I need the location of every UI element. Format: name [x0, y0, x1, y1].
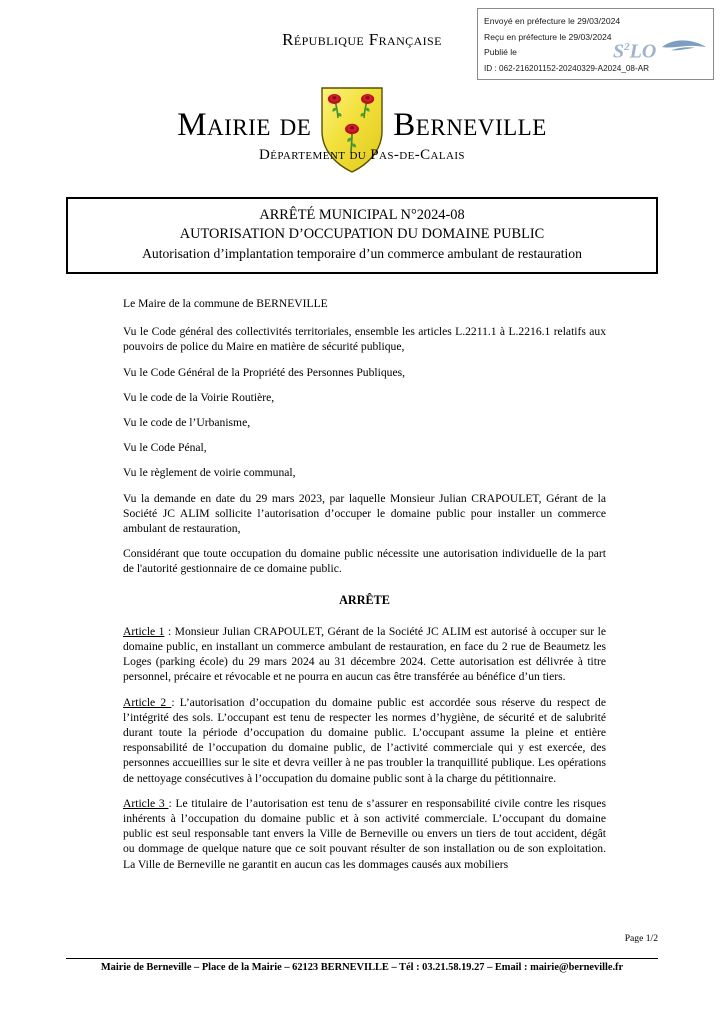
decree-description-line: Autorisation d’implantation temporaire d’un commerce ambulant de restauration	[142, 246, 582, 261]
considerant-paragraph: Considérant que toute occupation du domaine public nécessite une autorisation individuelle de la part de l'autorité gestionnaire de ce domaine public.	[123, 547, 606, 576]
article-paragraph-1	[123, 624, 606, 685]
vu-clause: Vu le Code Pénal,	[123, 441, 207, 455]
vu-clause: Vu le Code Général de la Propriété des Personnes Publiques,	[123, 365, 405, 379]
mairie-prefix-text: Mairie de	[177, 106, 312, 143]
article-paragraph-2	[123, 695, 606, 786]
decree-number-line: ARRÊTÉ MUNICIPAL N°2024-08	[259, 207, 465, 223]
footer-divider	[66, 958, 658, 959]
commune-name-text: Berneville	[393, 106, 547, 143]
stamp-id-line: ID : 062-216201152-20240329-A2024_08-AR	[484, 63, 650, 73]
article-separator-3: :	[168, 796, 176, 810]
article-separator-2: :	[171, 695, 180, 709]
vu-clause: Vu le Code général des collectivités territoriales, ensemble les articles L.2211.1 à L.2216.1 relatifs aux pouvoirs de police du Maire en matière de sécurité publique,	[123, 325, 606, 354]
vu-clause: Vu le code de l’Urbanisme,	[123, 416, 251, 430]
mayor-intro-paragraph: Le Maire de la commune de BERNEVILLE	[123, 297, 328, 310]
republic-heading-text: République Française	[282, 30, 442, 49]
stamp-received-line: Reçu en préfecture le 29/03/2024	[484, 31, 612, 42]
stamp-sent-line: Envoyé en préfecture le 29/03/2024	[484, 16, 621, 26]
article-label-3: Article 3	[123, 796, 169, 810]
s2lo-logo-superscript: 2	[624, 41, 630, 53]
article-label-1: Article 1	[123, 624, 165, 638]
footer-contact-line: Mairie de Berneville – Place de la Mairie – 62123 BERNEVILLE – Tél : 03.21.58.19.27 – Email : mairie@berneville.fr	[100, 962, 624, 973]
department-heading	[0, 146, 724, 164]
article-separator-1: :	[164, 624, 175, 638]
department-heading-text: Département du Pas-de-Calais	[259, 147, 465, 163]
vu-clause: Vu la demande en date du 29 mars 2023, par laquelle Monsieur Julian CRAPOULET, Gérant de la Société JC ALIM sollicite l’autorisation d’occuper le domaine public pour installer un commerce ambulant de restauration,	[123, 491, 606, 536]
s2lo-logo-lo: LO	[629, 40, 657, 63]
vu-clause: Vu le règlement de voirie communal,	[123, 466, 296, 480]
stamp-published-line: Publié le	[484, 47, 517, 57]
decree-title-box	[66, 197, 658, 274]
article-text-1: Monsieur Julian CRAPOULET, Gérant de la Société JC ALIM est autorisé à occuper sur le domaine public, en installant un commerce ambulant de restauration, en face du 2 rue de Beaumetz les Loges (parking école) du 29 mars 2024 au 31 décembre 2024. Cette autorisation est délivrée à titre personnel, précaire et révocable et ne pourra en aucun cas être transférée au bénéfice d’un tiers.	[123, 624, 606, 684]
decree-subject-line: AUTORISATION D’OCCUPATION DU DOMAINE PUBLIC	[179, 226, 545, 242]
vu-clause: Vu le code de la Voirie Routière,	[123, 390, 275, 404]
arrete-heading: ARRÊTE	[339, 592, 390, 607]
s2lo-logo-s: S	[613, 40, 625, 63]
page-number: Page 1/2	[624, 933, 658, 944]
republic-heading	[0, 30, 724, 50]
article-paragraph-3	[123, 796, 606, 872]
article-text-3: Le titulaire de l’autorisation est tenu de s’assurer en responsabilité civile contre les risques inhérents à l’occupation du domaine public et à son activité commerciale. L’occupant du domaine public est seul responsable tant envers la Ville de Berneville ou envers un tiers de tout accident, dégât ou dommage de quelque nature que ce soit pouvant résulter de son installation ou de son exploitation. La Ville de Berneville ne garantit en aucun cas les dommages causés aux mobiliers	[123, 796, 606, 871]
article-text-2: L’autorisation d’occupation du domaine public est accordée sous réserve du respect de l’intégrité des sols. L’occupant est tenu de respecter les normes d’hygiène, de sécurité et de salubrité durant toute la période d’occupation du domaine public. L’occupant assume la pleine et entière responsabilité de l’occupation du domaine public, de l’activité commerciale qui y est exercée, des personnes accueillies sur le site et devra veiller à ne pas troubler la tranquillité publique. Les opérations de nettoyage consécutives à l’occupation du domaine public sont à la charge du pétitionnaire.	[123, 695, 607, 785]
article-label-2: Article 2	[123, 695, 172, 709]
document-body	[123, 296, 606, 882]
